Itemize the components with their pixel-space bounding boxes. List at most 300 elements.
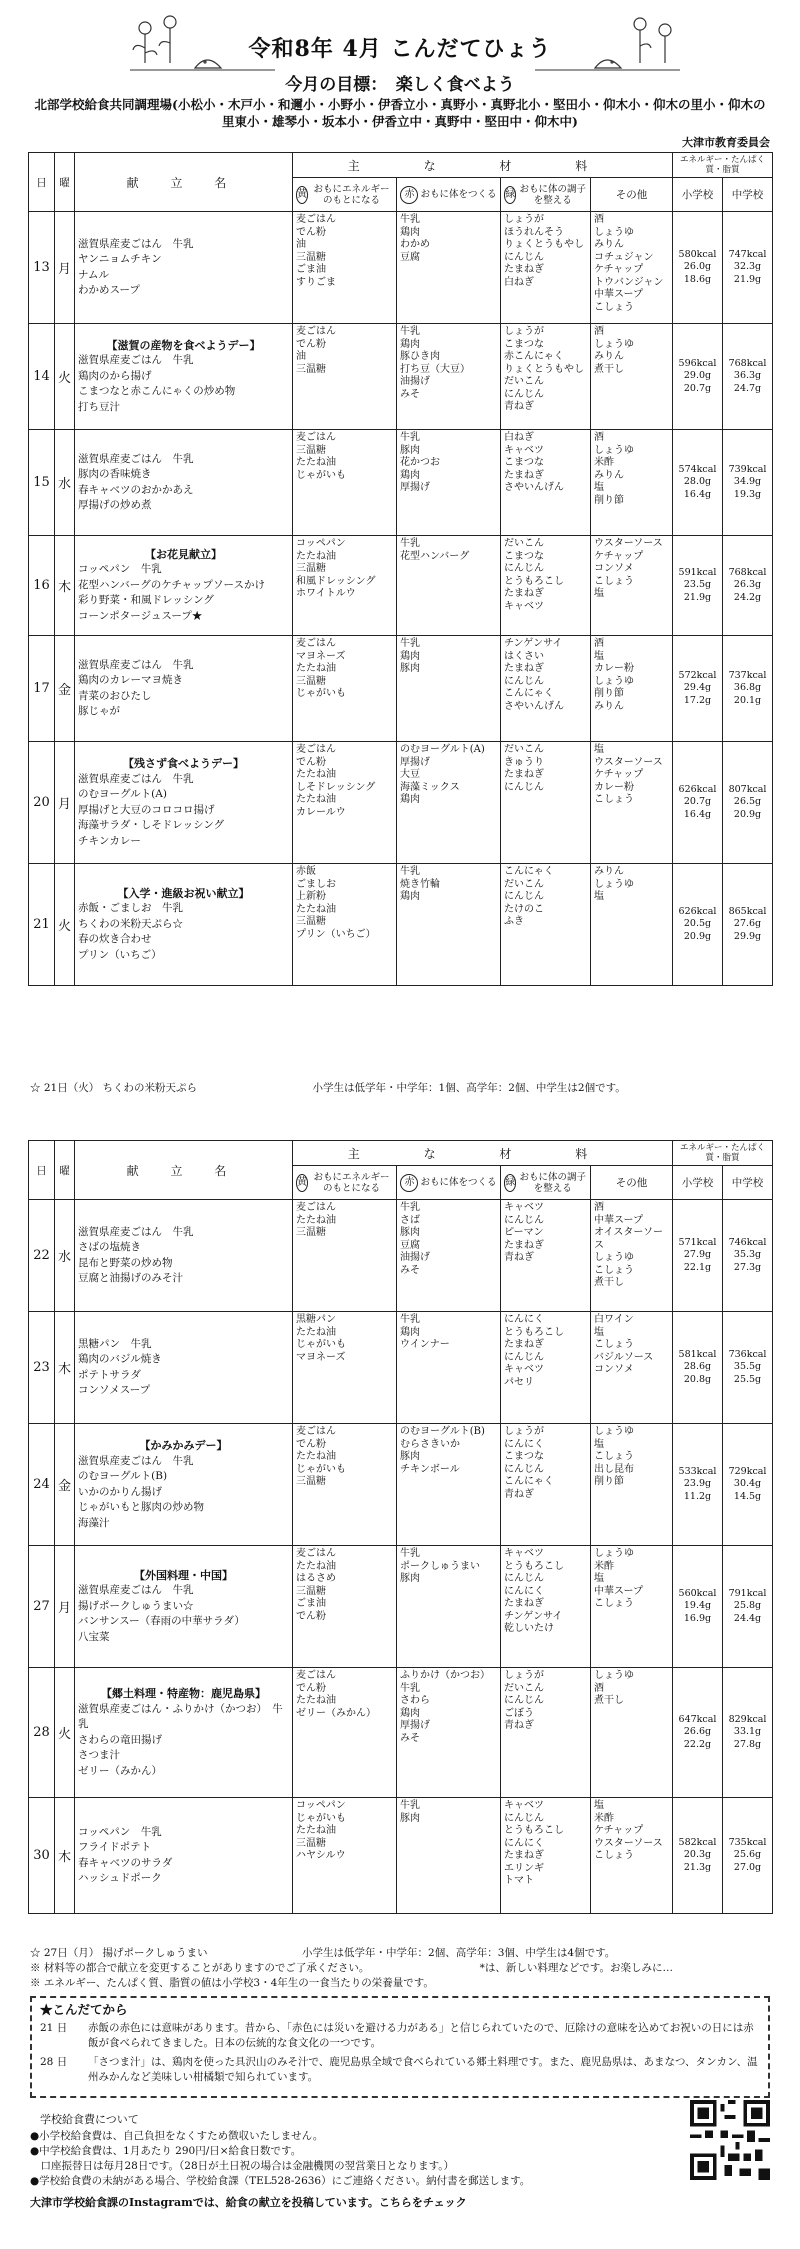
dish-name: 彩り野菜・和風ドレッシング	[78, 594, 214, 607]
page-header	[0, 0, 800, 150]
ingredients-other: 酒 塩 カレー粉 しょうゆ 削り節 みりん	[591, 636, 673, 742]
table-row	[29, 1668, 773, 1798]
weekday: 火	[55, 1668, 75, 1798]
special-day-label: 【残さず食べようデー】	[123, 757, 244, 770]
kondate-item	[40, 2055, 760, 2085]
page-title: 令和8年 4月 こんだてひょう	[248, 36, 552, 62]
ingredients-yellow: 麦ごはん でん粉 たたね油 しそドレッシング たたね油 カレールウ	[293, 742, 397, 864]
day-number: 20	[29, 742, 55, 864]
energy-value: 735kcal	[728, 1836, 767, 1848]
group-heading	[296, 184, 393, 206]
ingredients-yellow: 麦ごはん でん粉 たたね油 じゃがいも 三温糖	[293, 1424, 397, 1546]
ingredients-other: 白ワイン 塩 こしょう バジルソース コンソメ	[591, 1312, 673, 1424]
ingredients-other: 酒 しょうゆ みりん コチュジャン ケチャップ トウバンジャン 中華スープ こしょう	[591, 212, 673, 324]
note-line: ※ エネルギー、たんぱく質、脂質の値は小学校3・4年生の一食当たりの栄養量です。	[30, 1977, 434, 1989]
group-label: おもに体の調子を整える	[519, 183, 586, 206]
table-row	[29, 430, 773, 536]
nutrition-elementary	[673, 1798, 723, 1914]
ingredients-red: 牛乳 鶏肉 ウインナー	[397, 1312, 501, 1424]
col-other: その他	[591, 178, 673, 212]
ingredients-other: しょうゆ 酒 煮干し	[591, 1668, 673, 1798]
ingredients-red: 牛乳 花型ハンバーグ	[397, 536, 501, 636]
protein-value: 28.0g	[683, 476, 712, 488]
dish-name: 豚肉の香味焼き	[78, 468, 152, 480]
group-green-icon: 緑	[504, 186, 516, 204]
col-junior: 中学校	[723, 178, 773, 212]
dish-name: コッペパン 牛乳	[78, 563, 162, 576]
dish-name: ちくわの米粉天ぷら☆	[78, 917, 183, 930]
table2-notes	[30, 1946, 770, 1991]
header-row	[29, 1141, 773, 1166]
table-row	[29, 1312, 773, 1424]
dish-name: のむヨーグルト(B)	[78, 1470, 168, 1482]
protein-value: 20.5g	[683, 918, 712, 930]
nutrition-junior	[723, 430, 773, 536]
fat-value: 20.9g	[683, 930, 712, 942]
nutrition-junior	[723, 1546, 773, 1668]
protein-value: 19.4g	[683, 1600, 712, 1612]
ingredients-other: みりん しょうゆ 塩	[591, 864, 673, 986]
weekday: 火	[55, 864, 75, 986]
day-number: 28	[29, 1668, 55, 1798]
energy-value: 647kcal	[678, 1713, 717, 1725]
dish-name: 赤飯・ごましお 牛乳	[78, 902, 183, 915]
dish-name: 滋賀県産麦ごはん 牛乳	[78, 658, 194, 671]
energy-value: 572kcal	[678, 669, 717, 681]
nutrition-junior	[723, 212, 773, 324]
ingredients-red: のむヨーグルト(B) むらさきいか 豚肉 チキンボール	[397, 1424, 501, 1546]
dish-name: 八宝菜	[78, 1630, 110, 1643]
protein-value: 26.0g	[683, 261, 712, 273]
table-header	[29, 153, 773, 212]
day-number: 15	[29, 430, 55, 536]
weekday: 水	[55, 430, 75, 536]
protein-value: 23.9g	[683, 1478, 712, 1490]
dish-name: 海藻汁	[78, 1516, 110, 1529]
fee-line: ●学校給食費の未納がある場合、学校給食課（TEL528-2636）にご連絡ください。納付書を郵送します。	[30, 2175, 531, 2187]
ingredients-red: 牛乳 焼き竹輪 鶏肉	[397, 864, 501, 986]
menu-cell	[75, 1668, 293, 1798]
dish-name: さつま汁	[78, 1749, 120, 1761]
group-red-icon: 赤	[400, 1174, 418, 1192]
group-heading	[296, 1172, 393, 1194]
fat-value: 29.9g	[733, 930, 762, 942]
dish-name: わかめスープ	[78, 284, 140, 296]
ingredients-green: チンゲンサイ はくさい たまねぎ にんじん こんにゃく さやいんげん	[501, 636, 591, 742]
dish-name: 滋賀県産麦ごはん 牛乳	[78, 1584, 194, 1597]
day-number: 13	[29, 212, 55, 324]
dish-name: 春の炊き合わせ	[78, 933, 152, 946]
protein-value: 35.3g	[733, 1249, 762, 1261]
dish-name: さわらの竜田揚げ	[78, 1733, 162, 1746]
protein-value: 36.8g	[733, 682, 762, 694]
protein-value: 30.4g	[733, 1478, 762, 1490]
nutrition-elementary	[673, 1668, 723, 1798]
dish-name: 海藻サラダ・しそドレッシング	[78, 819, 225, 831]
col-elementary: 小学校	[673, 178, 723, 212]
energy-value: 736kcal	[728, 1348, 767, 1360]
weekday: 火	[55, 324, 75, 430]
col-ingredients: 主 な 材 料	[293, 1141, 673, 1166]
ingredients-green: だいこん こまつな にんじん とうもろこし たまねぎ キャベツ	[501, 536, 591, 636]
energy-value: 829kcal	[728, 1713, 767, 1725]
day-number: 17	[29, 636, 55, 742]
protein-value: 26.5g	[733, 796, 762, 808]
ingredients-red: 牛乳 さば 豚肉 豆腐 油揚げ みそ	[397, 1200, 501, 1312]
ingredients-other: ウスターソース ケチャップ コンソメ こしょう 塩	[591, 536, 673, 636]
dish-name: 豆腐と油揚げのみそ汁	[78, 1272, 183, 1284]
fat-value: 20.9g	[733, 808, 762, 820]
group-yellow-icon: 黄	[296, 186, 308, 204]
table-body	[29, 212, 773, 986]
menu-cell	[75, 1424, 293, 1546]
group-heading	[504, 184, 587, 206]
fat-value: 24.7g	[733, 382, 762, 394]
ingredients-other: しょうゆ 米酢 塩 中華スープ こしょう	[591, 1546, 673, 1668]
protein-value: 26.3g	[733, 579, 762, 591]
group-red-icon: 赤	[400, 186, 418, 204]
kondate-item	[40, 2021, 760, 2051]
nutrition-elementary	[673, 742, 723, 864]
group-yellow-icon: 黄	[296, 1174, 308, 1192]
nutrition-elementary	[673, 636, 723, 742]
protein-value: 20.7g	[683, 796, 712, 808]
dish-name: ポテトサラダ	[78, 1368, 141, 1381]
nutrition-elementary	[673, 1546, 723, 1668]
ingredients-other: 塩 米酢 ケチャップ ウスターソース こしょう	[591, 1798, 673, 1914]
fat-value: 21.3g	[683, 1861, 712, 1873]
fee-title: 学校給食費について	[40, 2113, 139, 2126]
dish-name: 滋賀県産麦ごはん 牛乳	[78, 1454, 194, 1467]
ingredients-other: 酒 中華スープ オイスターソース しょうゆ こしょう 煮干し	[591, 1200, 673, 1312]
day-number: 14	[29, 324, 55, 430]
fat-value: 27.0g	[733, 1861, 762, 1873]
menu-cell	[75, 1798, 293, 1914]
fat-value: 11.2g	[683, 1490, 712, 1502]
protein-value: 27.6g	[733, 918, 762, 930]
dish-name: 春キャベツのサラダ	[78, 1856, 173, 1869]
day-number: 24	[29, 1424, 55, 1546]
col-group-green	[501, 178, 591, 212]
table-row	[29, 1200, 773, 1312]
ingredients-green: キャベツ にんじん とうもろこし にんにく たまねぎ エリンギ トマト	[501, 1798, 591, 1914]
table-row	[29, 212, 773, 324]
menu-cell	[75, 1546, 293, 1668]
fee-line: ●小学校給食費は、自己負担をなくすため徴収いたしません。	[30, 2130, 324, 2142]
kondate-notes-box	[30, 1996, 770, 2098]
energy-value: 746kcal	[728, 1236, 767, 1248]
table-row	[29, 864, 773, 986]
dish-name: ハッシュドポーク	[78, 1872, 162, 1884]
special-day-label: 【お花見献立】	[145, 547, 222, 561]
nutrition-elementary	[673, 864, 723, 986]
menu-cell	[75, 1312, 293, 1424]
dish-name: のむヨーグルト(A)	[78, 788, 167, 800]
ingredients-red: 牛乳 豚肉	[397, 1798, 501, 1914]
kondate-day: 21 日	[40, 2022, 68, 2034]
dish-name: いかのかりん揚げ	[78, 1485, 162, 1498]
menu-cell	[75, 636, 293, 742]
kitchen-schools: 北部学校給食共同調理場(小松小・木戸小・和邇小・小野小・伊香立小・真野小・真野北小・堅田小・仰木小・仰木の里小・仰木の里東小・雄琴小・坂本小・伊香立中・真野中・堅田中・仰木中)	[34, 97, 766, 129]
table-row	[29, 536, 773, 636]
energy-value: 571kcal	[678, 1236, 717, 1248]
special-day-label: 【滋賀の産物を食べようデー】	[106, 338, 261, 352]
special-day-label: 【かみかみデー】	[139, 1439, 228, 1452]
publisher: 大津市教育委員会	[682, 136, 770, 149]
group-label: おもに体の調子を整える	[519, 1171, 586, 1194]
dish-name: 揚げポークしゅうまい☆	[78, 1599, 194, 1612]
fat-value: 18.6g	[683, 273, 712, 285]
ingredients-red: ふりかけ（かつお） 牛乳 さわら 鶏肉 厚揚げ みそ	[397, 1668, 501, 1798]
ingredients-green: しょうが こまつな 赤こんにゃく りょくとうもやし だいこん にんじん 青ねぎ	[501, 324, 591, 430]
menu-cell	[75, 536, 293, 636]
day-number: 30	[29, 1798, 55, 1914]
table1-note: ☆ 21日（火） ちくわの米粉天ぷら 小学生は低学年・中学年：1個、高学年：2個、中学生は2個です。	[30, 1082, 626, 1094]
table-header	[29, 1141, 773, 1200]
weekday: 木	[55, 536, 75, 636]
dish-name: バンサンスー（春雨の中華サラダ）	[78, 1615, 245, 1628]
day-number: 27	[29, 1546, 55, 1668]
weekday: 金	[55, 636, 75, 742]
dish-name: 鶏肉のカレーマヨ焼き	[78, 674, 183, 686]
lunch-fee-section	[30, 2112, 670, 2210]
col-junior: 中学校	[723, 1166, 773, 1200]
nutrition-junior	[723, 1668, 773, 1798]
nutrition-junior	[723, 324, 773, 430]
col-day: 日	[29, 1141, 55, 1200]
protein-value: 29.0g	[683, 370, 712, 382]
dish-name: 鶏肉のから揚げ	[78, 369, 152, 382]
fat-value: 24.2g	[733, 591, 762, 603]
kondate-text: 赤飯の赤色には意味があります。昔から、「赤色には災いを避ける力がある」と信じられていたので、厄除けの意味を込めてお祝いの日には赤飯が食べられてきました。日本の伝統的な食文化の一つです。	[88, 2022, 754, 2049]
ingredients-yellow: コッペパン じゃがいも たたね油 三温糖 ハヤシルウ	[293, 1798, 397, 1914]
col-other: その他	[591, 1166, 673, 1200]
col-nutrition: エネルギー・たんぱく質・脂質	[673, 153, 773, 178]
protein-value: 26.6g	[683, 1726, 712, 1738]
instagram-link-text[interactable]: 大津市学校給食課のInstagramでは、給食の献立を投稿しています。こちらをチェック	[30, 2196, 467, 2209]
col-weekday: 曜	[55, 1141, 75, 1200]
fat-value: 21.9g	[733, 273, 762, 285]
dish-name: 滋賀県産麦ごはん 牛乳	[78, 1225, 194, 1238]
col-menu: 献 立 名	[75, 1141, 293, 1200]
ingredients-yellow: 麦ごはん たたね油 三温糖	[293, 1200, 397, 1312]
menu-cell	[75, 1200, 293, 1312]
fat-value: 16.4g	[683, 808, 712, 820]
ingredients-yellow: 麦ごはん でん粉 たたね油 ゼリー（みかん）	[293, 1668, 397, 1798]
group-heading	[400, 1174, 497, 1192]
col-group-green	[501, 1166, 591, 1200]
fat-value: 16.4g	[683, 488, 712, 500]
fat-value: 22.2g	[683, 1738, 712, 1750]
ingredients-yellow: 麦ごはん でん粉 油 三温糖	[293, 324, 397, 430]
energy-value: 626kcal	[678, 783, 717, 795]
energy-value: 791kcal	[728, 1587, 767, 1599]
note-line: ☆ 27日（月） 揚げポークしゅうまい 小学生は低学年・中学年：2個、高学年：3個、中学生は4個です。	[30, 1947, 616, 1959]
table-row	[29, 742, 773, 864]
nutrition-junior	[723, 536, 773, 636]
dish-name: 滋賀県産麦ごはん 牛乳	[78, 237, 194, 250]
energy-value: 737kcal	[728, 669, 767, 681]
ingredients-green: キャベツ にんじん ピーマン たまねぎ 青ねぎ	[501, 1200, 591, 1312]
weekday: 月	[55, 1546, 75, 1668]
qr-code-icon[interactable]	[690, 2100, 770, 2180]
energy-value: 533kcal	[678, 1465, 717, 1477]
protein-value: 23.5g	[683, 579, 712, 591]
energy-value: 581kcal	[678, 1348, 717, 1360]
energy-value: 580kcal	[678, 248, 717, 260]
nutrition-elementary	[673, 1424, 723, 1546]
col-weekday: 曜	[55, 153, 75, 212]
fat-value: 20.8g	[683, 1373, 712, 1385]
group-label: おもに体をつくる	[420, 1177, 497, 1188]
weekday: 木	[55, 1312, 75, 1424]
menu-table-part1	[28, 152, 773, 986]
dish-name: 滋賀県産麦ごはん・ふりかけ（かつお） 牛乳	[78, 1702, 283, 1730]
kondate-text: 「さつま汁」は、鶏肉を使った具沢山のみそ汁で、鹿児島県全域で食べられている郷土料理です。また、鹿児島県は、あまなつ、タンカン、温州みかんなど美味しい柑橘類で知られています。	[88, 2056, 758, 2083]
protein-value: 36.3g	[733, 370, 762, 382]
dish-name: 厚揚げと大豆のコロコロ揚げ	[78, 803, 215, 816]
protein-value: 34.9g	[733, 476, 762, 488]
header-row	[29, 153, 773, 178]
ingredients-green: にんにく とうもろこし たまねぎ にんじん キャベツ パセリ	[501, 1312, 591, 1424]
menu-table-part2	[28, 1140, 773, 1914]
dish-name: ヤンニョムチキン	[78, 253, 162, 265]
dish-name: コンソメスープ	[78, 1384, 151, 1396]
ingredients-green: しょうが ほうれんそう りょくとうもやし にんじん たまねぎ 白ねぎ	[501, 212, 591, 324]
nutrition-junior	[723, 742, 773, 864]
menu-cell	[75, 212, 293, 324]
table-row	[29, 636, 773, 742]
col-nutrition: エネルギー・たんぱく質・脂質	[673, 1141, 773, 1166]
fee-line: ●中学校給食費は、1月あたり 290円/日×給食日数です。	[30, 2145, 302, 2157]
fat-value: 16.9g	[683, 1612, 712, 1624]
fat-value: 14.5g	[733, 1490, 762, 1502]
protein-value: 27.9g	[683, 1249, 712, 1261]
nutrition-elementary	[673, 1200, 723, 1312]
energy-value: 560kcal	[678, 1587, 717, 1599]
ingredients-green: こんにゃく だいこん にんじん たけのこ ふき	[501, 864, 591, 986]
protein-value: 25.6g	[733, 1849, 762, 1861]
ingredients-red: 牛乳 鶏肉 豚肉	[397, 636, 501, 742]
note-line: ※ 材料等の都合で献立を変更することがありますのでご了承ください。 *は、新しい料理などです。お楽しみに…	[30, 1962, 673, 1974]
dish-name: チキンカレー	[78, 834, 141, 847]
col-menu: 献 立 名	[75, 153, 293, 212]
fat-value: 19.3g	[733, 488, 762, 500]
col-ingredients: 主 な 材 料	[293, 153, 673, 178]
protein-value: 29.4g	[683, 682, 712, 694]
weekday: 水	[55, 1200, 75, 1312]
col-group-red	[397, 178, 501, 212]
fat-value: 27.3g	[733, 1261, 762, 1273]
menu-cell	[75, 324, 293, 430]
kondate-day: 28 日	[40, 2056, 68, 2068]
dish-name: 豚じゃが	[78, 705, 120, 717]
col-group-yellow	[293, 1166, 397, 1200]
dish-name: 黒糖パン 牛乳	[78, 1337, 152, 1350]
day-number: 21	[29, 864, 55, 986]
table-row	[29, 1424, 773, 1546]
protein-value: 25.8g	[733, 1600, 762, 1612]
ingredients-yellow: 麦ごはん たたね油 はるさめ 三温糖 ごま油 でん粉	[293, 1546, 397, 1668]
menu-cell	[75, 864, 293, 986]
ingredients-yellow: 麦ごはん 三温糖 たたね油 じゃがいも	[293, 430, 397, 536]
fee-line: 口座振替日は毎月28日です。（28日が土日祝の場合は金融機関の翌営業日となります。）	[30, 2160, 455, 2172]
nutrition-junior	[723, 1424, 773, 1546]
ingredients-yellow: 麦ごはん マヨネーズ たたね油 三温糖 じゃがいも	[293, 636, 397, 742]
ingredients-green: 白ねぎ キャベツ こまつな たまねぎ さやいんげん	[501, 430, 591, 536]
fat-value: 20.7g	[683, 382, 712, 394]
energy-value: 596kcal	[678, 357, 717, 369]
group-label: おもにエネルギーのもとになる	[313, 183, 390, 206]
group-green-icon: 緑	[504, 1174, 516, 1192]
group-label: おもにエネルギーのもとになる	[313, 1171, 390, 1194]
goal-label: 今月の目標：	[285, 75, 379, 95]
protein-value: 32.3g	[733, 261, 762, 273]
ingredients-other: 酒 しょうゆ 米酢 みりん 塩 削り節	[591, 430, 673, 536]
ingredients-red: 牛乳 豚肉 花かつお 鶏肉 厚揚げ	[397, 430, 501, 536]
fat-value: 21.9g	[683, 591, 712, 603]
dish-name: ゼリー（みかん）	[78, 1764, 162, 1777]
dish-name: じゃがいもと豚肉の炒め物	[78, 1501, 204, 1513]
dish-name: コーンポタージュスープ★	[78, 609, 203, 622]
energy-value: 768kcal	[728, 566, 767, 578]
ingredients-yellow: 黒糖パン たたね油 じゃがいも マヨネーズ	[293, 1312, 397, 1424]
special-day-label: 【入学・進級お祝い献立】	[117, 886, 250, 900]
dish-name: 滋賀県産麦ごはん 牛乳	[78, 452, 194, 465]
nutrition-junior	[723, 864, 773, 986]
energy-value: 591kcal	[678, 566, 717, 578]
nutrition-elementary	[673, 324, 723, 430]
special-day-label: 【外国料理・中国】	[134, 1568, 233, 1582]
fat-value: 22.1g	[683, 1261, 712, 1273]
kondate-title: ★こんだてから	[40, 2002, 128, 2017]
ingredients-green: キャベツ とうもろこし にんじん にんにく たまねぎ チンゲンサイ 乾しいたけ	[501, 1546, 591, 1668]
nutrition-junior	[723, 1798, 773, 1914]
nutrition-junior	[723, 1200, 773, 1312]
table-row	[29, 1546, 773, 1668]
col-day: 日	[29, 153, 55, 212]
dish-name: 花型ハンバーグのケチャップソースかけ	[78, 578, 266, 591]
day-number: 22	[29, 1200, 55, 1312]
dish-name: 滋賀県産麦ごはん 牛乳	[78, 772, 194, 785]
col-group-yellow	[293, 178, 397, 212]
nutrition-elementary	[673, 536, 723, 636]
day-number: 23	[29, 1312, 55, 1424]
weekday: 月	[55, 212, 75, 324]
energy-value: 865kcal	[728, 905, 767, 917]
nutrition-elementary	[673, 212, 723, 324]
energy-value: 626kcal	[678, 905, 717, 917]
energy-value: 582kcal	[678, 1836, 717, 1848]
menu-cell	[75, 430, 293, 536]
weekday: 木	[55, 1798, 75, 1914]
nutrition-junior	[723, 1312, 773, 1424]
ingredients-other: 酒 しょうゆ みりん 煮干し	[591, 324, 673, 430]
dish-name: コッペパン 牛乳	[78, 1825, 162, 1838]
energy-value: 574kcal	[678, 463, 717, 475]
protein-value: 35.5g	[733, 1361, 762, 1373]
dish-name: 厚揚げの炒め煮	[78, 499, 152, 511]
ingredients-red: 牛乳 ポークしゅうまい 豚肉	[397, 1546, 501, 1668]
dish-name: プリン（いちご）	[78, 948, 162, 961]
nutrition-junior	[723, 636, 773, 742]
col-group-red	[397, 1166, 501, 1200]
dish-name: 滋賀県産麦ごはん 牛乳	[78, 354, 194, 367]
weekday: 金	[55, 1424, 75, 1546]
table-body	[29, 1200, 773, 1914]
table-row	[29, 324, 773, 430]
ingredients-green: だいこん きゅうり たまねぎ にんじん	[501, 742, 591, 864]
